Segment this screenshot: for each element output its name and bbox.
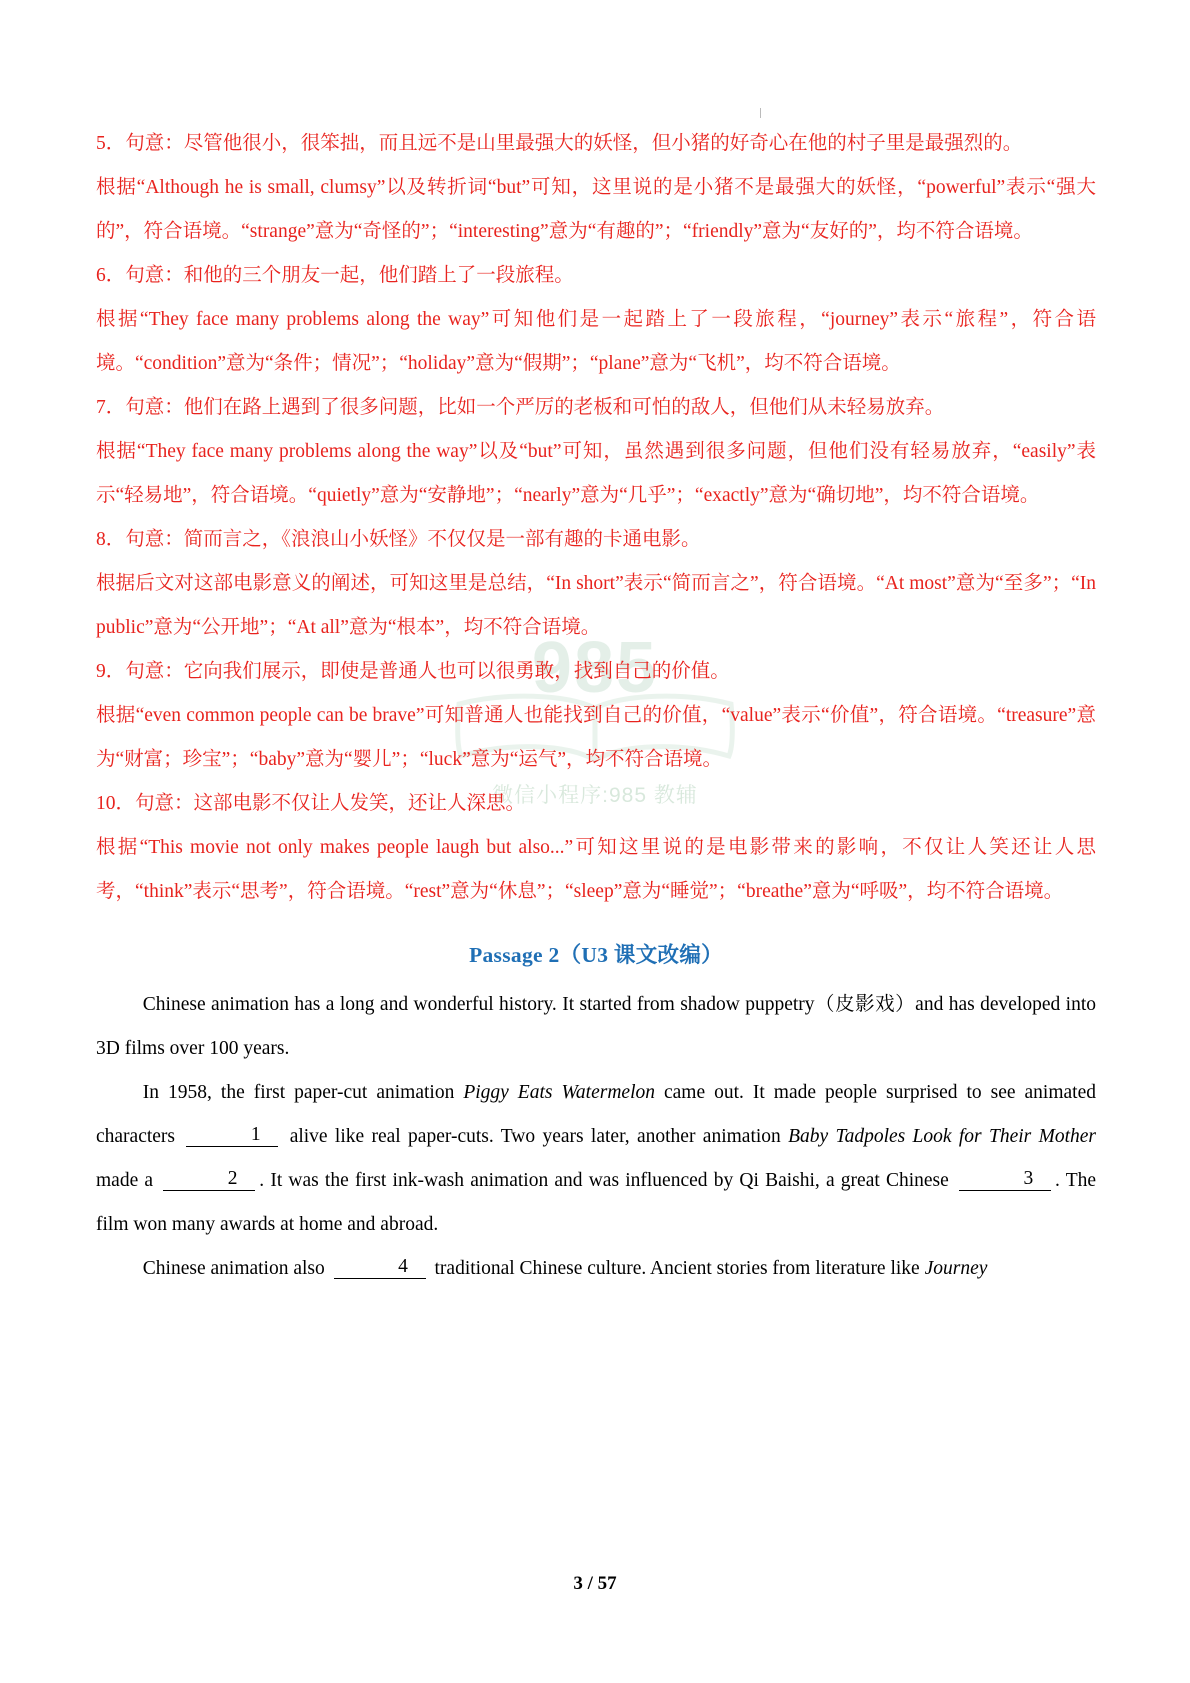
answer-blank-3[interactable]: 3 <box>959 1168 1051 1191</box>
answer-blank-2[interactable]: 2 <box>163 1168 255 1191</box>
answer-blank-4[interactable]: 4 <box>334 1256 426 1279</box>
explanation-analysis-5: 根据“Although he is small, clumsy”以及转折词“but”可知，这里说的是小猪不是最强大的妖怪，“powerful”表示“强大的”，符合语境。“strange”意为“奇怪的”；“interesting”意为“有趣的”；“friendly”意为“友好的”，均不符合语境。 <box>96 177 1096 242</box>
watermark-number: 985 <box>531 627 659 708</box>
explanation-sentence-5: 5．句意：尽管他很小，很笨拙，而且远不是山里最强大的妖怪，但小猪的好奇心在他的村子里是最强烈的。 <box>96 133 1023 154</box>
page-margin-tick <box>760 108 761 118</box>
passage-body <box>96 983 1096 1291</box>
explanation-analysis-10: 根据“This movie not only makes people laugh but also...”可知这里说的是电影带来的影响，不仅让人笑还让人思考，“think”表示“思考”，符合语境。“rest”意为“休息”；“sleep”意为“睡觉”；“breathe”意为“呼吸”，均不符合语境。 <box>96 837 1096 902</box>
italic-title: Piggy Eats Watermelon <box>463 1082 655 1103</box>
watermark-text: 微信小程序:985 教辅 <box>492 783 698 807</box>
explanation-sentence-10: 10．句意：这部电影不仅让人发笑，还让人深思。 <box>96 793 526 814</box>
passage-paragraph: Chinese animation also 4 traditional Chinese culture. Ancient stories from literature like Journey <box>142 1256 988 1279</box>
explanation-analysis-9: 根据“even common people can be brave”可知普通人也能找到自己的价值，“value”表示“价值”，符合语境。“treasure”意为“财富；珍宝”；“baby”意为“婴儿”；“luck”意为“运气”，均不符合语境。 <box>96 705 1096 770</box>
explanation-sentence-8: 8．句意：简而言之，《浪浪山小妖怪》不仅仅是一部有趣的卡通电影。 <box>96 529 701 550</box>
italic-title: Journey <box>924 1258 988 1279</box>
page-content <box>96 118 1096 1291</box>
explanation-analysis-6: 根据“They face many problems along the way”可知他们是一起踏上了一段旅程，“journey”表示“旅程”，符合语境。“condition”意为“条件；情况”；“holiday”意为“假期”；“plane”意为“飞机”，均不符合语境。 <box>96 309 1096 374</box>
passage-paragraph: Chinese animation has a long and wonderful history. It started from shadow puppetry（皮影戏）and has developed into 3D films over 100 years. <box>96 994 1096 1059</box>
passage-paragraph: In 1958, the first paper-cut animation Piggy Eats Watermelon came out. It made people surprised to see animated characters 1 alive like real paper-cuts. Two years later, another animation Baby Tadpoles Look for Their Mother made a 2 . It was the first ink-wash animation and was influenced by Qi Baishi, a great Chinese 3 . The film won many awards at home and abroad. <box>96 1082 1097 1235</box>
page-number: 3 / 57 <box>573 1573 617 1594</box>
explanation-analysis-7: 根据“They face many problems along the way”以及“but”可知，虽然遇到很多问题，但他们没有轻易放弃，“easily”表示“轻易地”，符合语境。“quietly”意为“安静地”；“nearly”意为“几乎”；“exactly”意为“确切地”，均不符合语境。 <box>96 441 1096 506</box>
italic-title: Baby Tadpoles Look for Their Mother <box>788 1126 1096 1147</box>
explanation-sentence-7: 7．句意：他们在路上遇到了很多问题，比如一个严厉的老板和可怕的敌人，但他们从未轻易放弃。 <box>96 397 945 418</box>
passage-heading: Passage 2（U3 课文改编） <box>469 943 723 967</box>
answer-blank-1[interactable]: 1 <box>186 1124 278 1147</box>
explanation-analysis-8: 根据后文对这部电影意义的阐述，可知这里是总结，“In short”表示“简而言之”，符合语境。“At most”意为“至多”；“In public”意为“公开地”；“At all”意为“根本”，均不符合语境。 <box>96 573 1096 638</box>
explanation-sentence-9: 9．句意：它向我们展示，即使是普通人也可以很勇敢，找到自己的价值。 <box>96 661 730 682</box>
explanation-sentence-6: 6．句意：和他的三个朋友一起，他们踏上了一段旅程。 <box>96 265 574 286</box>
